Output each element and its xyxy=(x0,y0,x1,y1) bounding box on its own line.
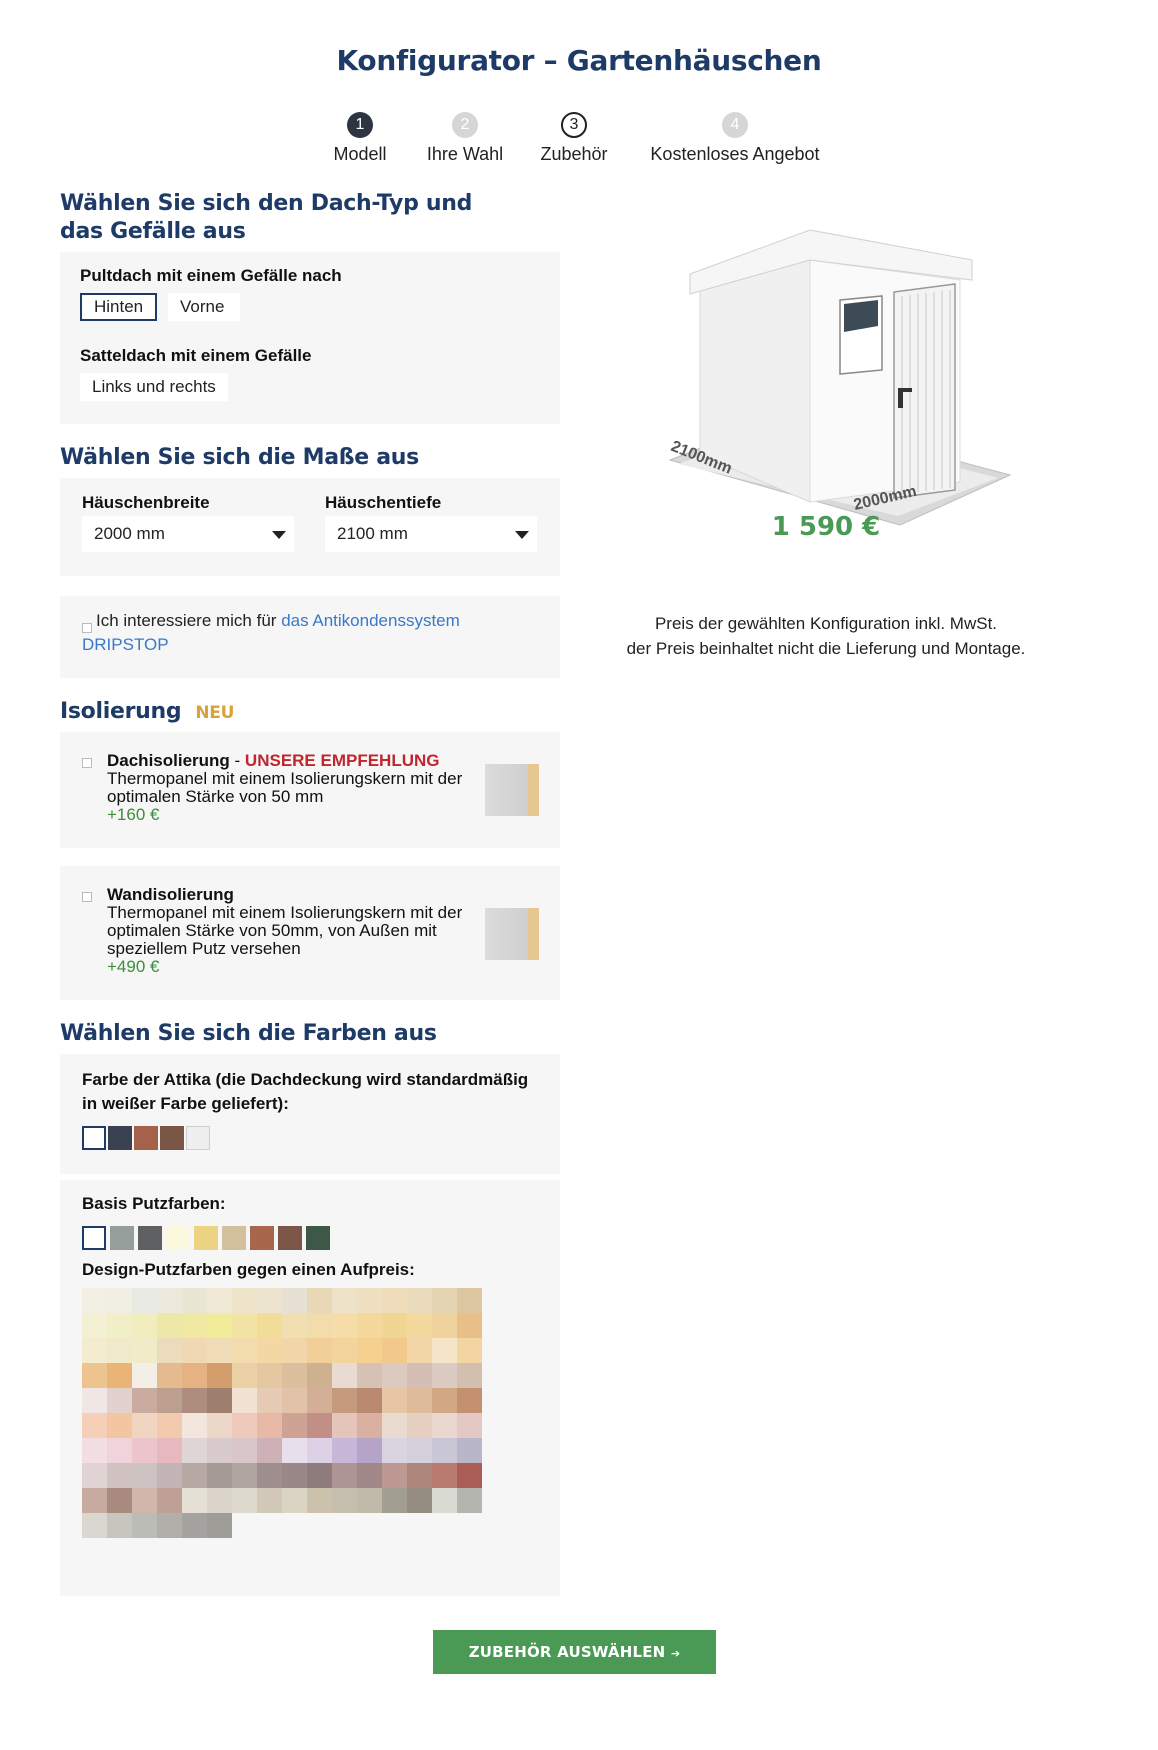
design-color-swatch[interactable] xyxy=(182,1413,207,1438)
design-color-swatch[interactable] xyxy=(332,1288,357,1313)
chevron-down-icon xyxy=(515,531,529,539)
design-color-swatch[interactable] xyxy=(457,1488,482,1513)
design-color-swatch[interactable] xyxy=(307,1463,332,1488)
design-color-swatch[interactable] xyxy=(107,1513,132,1538)
design-color-swatch[interactable] xyxy=(307,1413,332,1438)
design-color-swatch[interactable] xyxy=(282,1338,307,1363)
design-color-swatch[interactable] xyxy=(457,1288,482,1313)
separator: - xyxy=(229,751,245,770)
design-color-swatch[interactable] xyxy=(232,1288,257,1313)
design-color-swatch[interactable] xyxy=(382,1363,407,1388)
design-color-swatch[interactable] xyxy=(407,1288,432,1313)
design-color-swatch[interactable] xyxy=(282,1313,307,1338)
design-color-swatch[interactable] xyxy=(357,1288,382,1313)
depth-label: Häuschentiefe xyxy=(325,493,442,512)
dims-panel xyxy=(60,478,560,576)
design-color-swatch[interactable] xyxy=(107,1313,132,1338)
design-color-swatch[interactable] xyxy=(157,1438,182,1463)
design-color-swatch[interactable] xyxy=(107,1363,132,1388)
design-color-swatch[interactable] xyxy=(107,1463,132,1488)
design-color-swatch[interactable] xyxy=(82,1288,107,1313)
design-color-swatch[interactable] xyxy=(157,1463,182,1488)
design-color-swatch[interactable] xyxy=(407,1413,432,1438)
design-color-swatch[interactable] xyxy=(107,1338,132,1363)
step-label: Modell xyxy=(333,144,387,164)
design-color-swatch[interactable] xyxy=(232,1363,257,1388)
dripstop-text xyxy=(82,609,522,657)
design-color-swatch[interactable] xyxy=(82,1463,107,1488)
design-color-swatch[interactable] xyxy=(432,1288,457,1313)
option-hinten[interactable]: Hinten xyxy=(80,293,157,321)
select-accessories-button[interactable] xyxy=(433,1630,716,1674)
roof-insulation-checkbox[interactable] xyxy=(82,758,92,768)
design-color-swatch[interactable] xyxy=(432,1438,457,1463)
design-color-swatch[interactable] xyxy=(207,1438,232,1463)
design-color-swatch[interactable] xyxy=(307,1438,332,1463)
design-color-swatch[interactable] xyxy=(207,1513,232,1538)
attika-color-swatch[interactable] xyxy=(82,1126,106,1150)
garden-shed-image xyxy=(650,220,1020,540)
basis-color-swatch[interactable] xyxy=(138,1226,162,1250)
total-price: 1 590 € xyxy=(771,512,881,542)
design-color-swatch[interactable] xyxy=(82,1388,107,1413)
design-color-swatch[interactable] xyxy=(432,1338,457,1363)
design-color-swatch[interactable] xyxy=(357,1388,382,1413)
design-color-swatch[interactable] xyxy=(332,1488,357,1513)
option-links-rechts[interactable]: Links und rechts xyxy=(80,373,228,401)
design-color-swatch[interactable] xyxy=(282,1463,307,1488)
design-color-swatch[interactable] xyxy=(207,1388,232,1413)
button-label: ZUBEHÖR AUSWÄHLEN xyxy=(468,1643,666,1661)
design-color-swatch[interactable] xyxy=(132,1513,157,1538)
design-color-swatch[interactable] xyxy=(232,1488,257,1513)
design-color-swatch[interactable] xyxy=(457,1463,482,1488)
price-note-2: der Preis beinhaltet nicht die Lieferung und Montage. xyxy=(626,639,1026,658)
design-color-swatch[interactable] xyxy=(157,1288,182,1313)
attika-color-swatch[interactable] xyxy=(186,1126,210,1150)
dripstop-panel xyxy=(60,596,560,678)
pultdach-label: Pultdach mit einem Gefälle nach xyxy=(80,266,342,285)
insulation-heading: Isolierung xyxy=(60,699,182,724)
design-color-swatch[interactable] xyxy=(457,1338,482,1363)
design-color-swatch[interactable] xyxy=(407,1488,432,1513)
new-badge: NEU xyxy=(195,703,235,723)
design-color-swatch[interactable] xyxy=(132,1388,157,1413)
design-color-swatch[interactable] xyxy=(357,1338,382,1363)
design-color-swatch[interactable] xyxy=(107,1488,132,1513)
roof-insulation-text xyxy=(107,752,467,824)
wall-insulation-text xyxy=(107,886,467,976)
design-color-swatch[interactable] xyxy=(157,1413,182,1438)
basis-label: Basis Putzfarben: xyxy=(82,1194,226,1213)
design-color-swatch[interactable] xyxy=(307,1338,332,1363)
putz-panel xyxy=(60,1180,560,1596)
step-label: Zubehör xyxy=(540,144,608,164)
step-modell[interactable] xyxy=(330,112,390,165)
design-color-swatch[interactable] xyxy=(432,1363,457,1388)
design-color-swatch[interactable] xyxy=(432,1488,457,1513)
insulation-heading-row xyxy=(60,698,234,727)
design-color-swatch[interactable] xyxy=(107,1388,132,1413)
design-color-swatch[interactable] xyxy=(132,1413,157,1438)
design-color-swatch[interactable] xyxy=(232,1413,257,1438)
insulation-roof-panel xyxy=(60,732,560,848)
design-color-swatch[interactable] xyxy=(282,1488,307,1513)
design-color-swatch[interactable] xyxy=(307,1388,332,1413)
design-color-swatch[interactable] xyxy=(382,1488,407,1513)
design-color-swatch[interactable] xyxy=(382,1388,407,1413)
design-color-swatch[interactable] xyxy=(257,1388,282,1413)
design-color-swatch[interactable] xyxy=(407,1388,432,1413)
design-color-swatch[interactable] xyxy=(157,1388,182,1413)
design-color-swatch[interactable] xyxy=(457,1413,482,1438)
design-color-swatch[interactable] xyxy=(407,1313,432,1338)
chevron-down-icon xyxy=(272,531,286,539)
design-color-swatch[interactable] xyxy=(432,1463,457,1488)
design-color-swatch[interactable] xyxy=(407,1463,432,1488)
design-color-swatch[interactable] xyxy=(457,1363,482,1388)
step-ihre-wahl[interactable] xyxy=(423,112,507,165)
design-color-swatch[interactable] xyxy=(307,1288,332,1313)
dims-heading: Wählen Sie sich die Maße aus xyxy=(60,445,419,470)
design-color-swatch[interactable] xyxy=(407,1338,432,1363)
design-color-swatch[interactable] xyxy=(357,1313,382,1338)
design-color-swatch[interactable] xyxy=(282,1438,307,1463)
design-color-swatch[interactable] xyxy=(232,1438,257,1463)
wall-insulation-checkbox[interactable] xyxy=(82,892,92,902)
design-color-swatch[interactable] xyxy=(257,1313,282,1338)
attika-color-swatch[interactable] xyxy=(134,1126,158,1150)
step-number: 4 xyxy=(722,112,748,138)
roof-heading: Wählen Sie sich den Dach-Typ und das Gefälle aus xyxy=(60,191,473,244)
design-color-swatch[interactable] xyxy=(182,1513,207,1538)
step-angebot[interactable] xyxy=(645,112,825,165)
design-color-swatch[interactable] xyxy=(457,1313,482,1338)
design-color-swatch[interactable] xyxy=(107,1438,132,1463)
attika-swatches xyxy=(82,1126,210,1150)
design-color-swatch[interactable] xyxy=(332,1463,357,1488)
dripstop-link[interactable]: das Antikondenssystem DRIPSTOP xyxy=(82,611,460,654)
basis-swatches xyxy=(82,1226,330,1250)
design-color-swatch[interactable] xyxy=(382,1338,407,1363)
step-zubehor[interactable] xyxy=(538,112,610,165)
design-color-swatch[interactable] xyxy=(332,1363,357,1388)
panel-thumbnail-image xyxy=(485,764,539,816)
design-color-swatch[interactable] xyxy=(82,1313,107,1338)
design-color-swatch[interactable] xyxy=(432,1313,457,1338)
design-color-swatch[interactable] xyxy=(132,1438,157,1463)
design-color-swatch[interactable] xyxy=(407,1438,432,1463)
roof-insulation-desc: Thermopanel mit einem Isolierungskern mit der optimalen Stärke von 50 mm xyxy=(107,769,463,806)
design-color-swatch[interactable] xyxy=(307,1488,332,1513)
design-color-swatch[interactable] xyxy=(207,1463,232,1488)
design-color-swatch[interactable] xyxy=(432,1413,457,1438)
step-number: 2 xyxy=(452,112,478,138)
design-color-swatch[interactable] xyxy=(332,1338,357,1363)
design-color-swatch[interactable] xyxy=(82,1438,107,1463)
basis-color-swatch[interactable] xyxy=(194,1226,218,1250)
design-color-swatch[interactable] xyxy=(382,1288,407,1313)
design-color-swatch[interactable] xyxy=(132,1363,157,1388)
design-color-swatch[interactable] xyxy=(432,1388,457,1413)
design-color-swatch[interactable] xyxy=(207,1363,232,1388)
design-color-swatch[interactable] xyxy=(157,1313,182,1338)
design-color-swatch[interactable] xyxy=(282,1363,307,1388)
design-color-swatch[interactable] xyxy=(282,1288,307,1313)
design-color-swatch[interactable] xyxy=(82,1338,107,1363)
design-color-swatch[interactable] xyxy=(332,1413,357,1438)
page-title: Konfigurator – Gartenhäuschen xyxy=(336,44,822,77)
price-note-1: Preis der gewählten Konfiguration inkl. MwSt. xyxy=(654,614,998,633)
design-color-swatch[interactable] xyxy=(107,1288,132,1313)
design-color-swatch[interactable] xyxy=(257,1488,282,1513)
design-color-swatch[interactable] xyxy=(182,1338,207,1363)
design-color-swatch[interactable] xyxy=(282,1388,307,1413)
roof-insulation-price: +160 € xyxy=(107,805,160,824)
basis-color-swatch[interactable] xyxy=(278,1226,302,1250)
design-color-swatch[interactable] xyxy=(182,1463,207,1488)
design-color-swatch[interactable] xyxy=(157,1513,182,1538)
attika-label: Farbe der Attika (die Dachdeckung wird standardmäßig in weißer Farbe geliefert): xyxy=(82,1070,529,1113)
recommendation-badge: UNSERE EMPFEHLUNG xyxy=(244,751,440,770)
design-color-swatch[interactable] xyxy=(357,1413,382,1438)
roof-insulation-name: Dachisolierung xyxy=(107,751,230,770)
design-color-swatch[interactable] xyxy=(232,1338,257,1363)
design-color-swatch[interactable] xyxy=(257,1413,282,1438)
design-color-swatch[interactable] xyxy=(407,1363,432,1388)
design-color-swatch[interactable] xyxy=(182,1438,207,1463)
width-value: 2000 mm xyxy=(94,524,165,543)
design-color-swatch[interactable] xyxy=(307,1363,332,1388)
design-color-swatch[interactable] xyxy=(107,1413,132,1438)
design-color-swatch[interactable] xyxy=(182,1388,207,1413)
colors-heading: Wählen Sie sich die Farben aus xyxy=(60,1021,437,1046)
design-color-swatch[interactable] xyxy=(207,1413,232,1438)
design-color-swatch[interactable] xyxy=(132,1488,157,1513)
design-color-swatch[interactable] xyxy=(357,1488,382,1513)
design-color-swatch[interactable] xyxy=(257,1338,282,1363)
step-label: Ihre Wahl xyxy=(426,144,504,164)
width-label: Häuschenbreite xyxy=(82,493,210,512)
design-color-swatch[interactable] xyxy=(307,1313,332,1338)
basis-color-swatch[interactable] xyxy=(222,1226,246,1250)
design-color-swatch[interactable] xyxy=(132,1338,157,1363)
design-color-swatch[interactable] xyxy=(182,1288,207,1313)
wall-insulation-desc: Thermopanel mit einem Isolierungskern mit der optimalen Stärke von 50mm, von Außen mit speziellem Putz versehen xyxy=(107,903,463,958)
design-color-swatch[interactable] xyxy=(207,1288,232,1313)
design-color-swatch[interactable] xyxy=(132,1463,157,1488)
step-label: Kostenloses Angebot xyxy=(650,144,820,164)
basis-color-swatch[interactable] xyxy=(306,1226,330,1250)
design-color-swatch[interactable] xyxy=(207,1313,232,1338)
design-label: Design-Putzfarben gegen einen Aufpreis: xyxy=(82,1260,415,1279)
basis-color-swatch[interactable] xyxy=(250,1226,274,1250)
design-color-swatch[interactable] xyxy=(282,1413,307,1438)
design-color-swatch[interactable] xyxy=(157,1488,182,1513)
step-number: 3 xyxy=(561,112,587,138)
design-color-swatch[interactable] xyxy=(82,1363,107,1388)
satteldach-label: Satteldach mit einem Gefälle xyxy=(80,346,312,365)
panel-thumbnail-image xyxy=(485,908,539,960)
design-color-swatch[interactable] xyxy=(382,1438,407,1463)
design-color-swatch[interactable] xyxy=(257,1463,282,1488)
design-color-swatch[interactable] xyxy=(232,1388,257,1413)
design-color-swatch[interactable] xyxy=(232,1463,257,1488)
dripstop-label: Ich interessiere mich für xyxy=(96,611,282,630)
design-color-swatch[interactable] xyxy=(257,1438,282,1463)
design-color-swatch[interactable] xyxy=(182,1363,207,1388)
attika-color-swatch[interactable] xyxy=(108,1126,132,1150)
design-color-swatch[interactable] xyxy=(332,1388,357,1413)
wall-insulation-name: Wandisolierung xyxy=(107,885,234,904)
roof-panel xyxy=(60,252,560,424)
width-dimension-label: 2000mm xyxy=(852,482,919,514)
attika-color-swatch[interactable] xyxy=(160,1126,184,1150)
design-color-swatch[interactable] xyxy=(257,1288,282,1313)
design-color-swatch[interactable] xyxy=(457,1438,482,1463)
design-color-grid xyxy=(82,1288,482,1538)
arrow-right-icon: ➔ xyxy=(670,1647,681,1660)
depth-dimension-label: 2100mm xyxy=(668,437,735,478)
design-color-swatch[interactable] xyxy=(132,1288,157,1313)
attika-panel xyxy=(60,1054,560,1174)
design-color-swatch[interactable] xyxy=(132,1313,157,1338)
design-color-swatch[interactable] xyxy=(157,1338,182,1363)
design-color-swatch[interactable] xyxy=(232,1313,257,1338)
design-color-swatch[interactable] xyxy=(157,1363,182,1388)
width-select[interactable] xyxy=(82,516,294,552)
design-color-swatch[interactable] xyxy=(357,1438,382,1463)
basis-color-swatch[interactable] xyxy=(166,1226,190,1250)
design-color-swatch[interactable] xyxy=(182,1313,207,1338)
design-color-swatch[interactable] xyxy=(457,1388,482,1413)
design-color-swatch[interactable] xyxy=(357,1363,382,1388)
option-vorne[interactable]: Vorne xyxy=(168,293,240,321)
step-number: 1 xyxy=(347,112,373,138)
design-color-swatch[interactable] xyxy=(82,1513,107,1538)
design-color-swatch[interactable] xyxy=(82,1488,107,1513)
wall-insulation-price: +490 € xyxy=(107,957,160,976)
design-color-swatch[interactable] xyxy=(257,1363,282,1388)
basis-color-swatch[interactable] xyxy=(82,1226,106,1250)
design-color-swatch[interactable] xyxy=(382,1463,407,1488)
design-color-swatch[interactable] xyxy=(207,1488,232,1513)
design-color-swatch[interactable] xyxy=(382,1413,407,1438)
basis-color-swatch[interactable] xyxy=(110,1226,134,1250)
depth-select[interactable] xyxy=(325,516,537,552)
insulation-wall-panel xyxy=(60,866,560,1000)
design-color-swatch[interactable] xyxy=(207,1338,232,1363)
design-color-swatch[interactable] xyxy=(332,1438,357,1463)
design-color-swatch[interactable] xyxy=(332,1313,357,1338)
design-color-swatch[interactable] xyxy=(357,1463,382,1488)
design-color-swatch[interactable] xyxy=(182,1488,207,1513)
design-color-swatch[interactable] xyxy=(382,1313,407,1338)
design-color-swatch[interactable] xyxy=(82,1413,107,1438)
depth-value: 2100 mm xyxy=(337,524,408,543)
